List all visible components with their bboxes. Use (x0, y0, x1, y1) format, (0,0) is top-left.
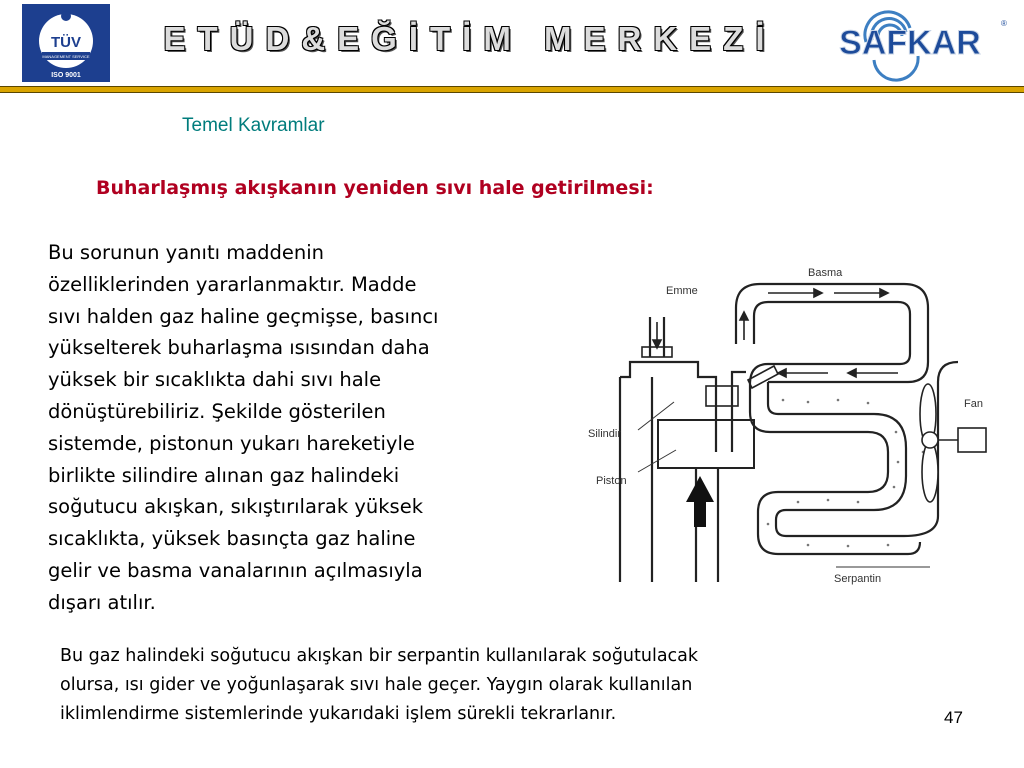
label-coil: Serpantin (834, 573, 882, 585)
label-piston: Piston (596, 475, 627, 487)
slide-heading: Buharlaşmış akışkanın yeniden sıvı hale getirilmesi: (96, 177, 654, 199)
header-divider (0, 86, 1024, 93)
page-number: 47 (944, 708, 963, 727)
tuv-logo-iso: ISO 9001 (51, 72, 81, 79)
label-discharge: Basma (808, 267, 843, 279)
label-suction: Emme (666, 285, 698, 297)
header-title: ETÜD&EĞİTİM MERKEZİ (163, 20, 777, 57)
tuv-logo-subtext: MANAGEMENT SERVICE (42, 54, 90, 59)
label-cylinder: Silindir (588, 428, 622, 440)
footer-paragraph: Bu gaz halindeki soğutucu akışkan bir serpantin kullanılarak soğutulacak olursa, ısı gider ve yoğunlaşarak sıvı hale geçer. Yaygın olarak kullanılan iklimlendirme sistemlerinde yukarıdaki işlem sürekli tekrarlanır. (60, 646, 699, 724)
compressor-diagram (578, 262, 998, 592)
safkar-logo-icon (818, 4, 1006, 80)
tuv-logo-text: TÜV (51, 34, 81, 51)
tuv-logo-icon (22, 4, 110, 82)
section-label: Temel Kavramlar (182, 115, 325, 136)
safkar-logo-text: SAFKAR (839, 24, 981, 62)
svg-text:®: ® (1001, 19, 1007, 28)
piston-arrow-icon (686, 476, 714, 527)
label-fan: Fan (964, 398, 983, 410)
body-paragraph: Bu sorunun yanıtı maddenin özelliklerinden yararlanmaktır. Madde sıvı halden gaz haline geçmişse, basıncı yükselterek buharlaşma ısısından daha yüksek bir sıcaklıkta dahi sıvı hale dönüştürebiliriz. Şekilde gösterilen sistemde, pistonun yukarı hareketiyle birlikte silindire alınan gaz halindeki soğutucu akışkan, sıkıştırılarak yüksek sıcaklıkta, yüksek basınçta gaz haline gelir ve basma vanalarının açılmasıyla dışarı atılır. (48, 241, 439, 614)
